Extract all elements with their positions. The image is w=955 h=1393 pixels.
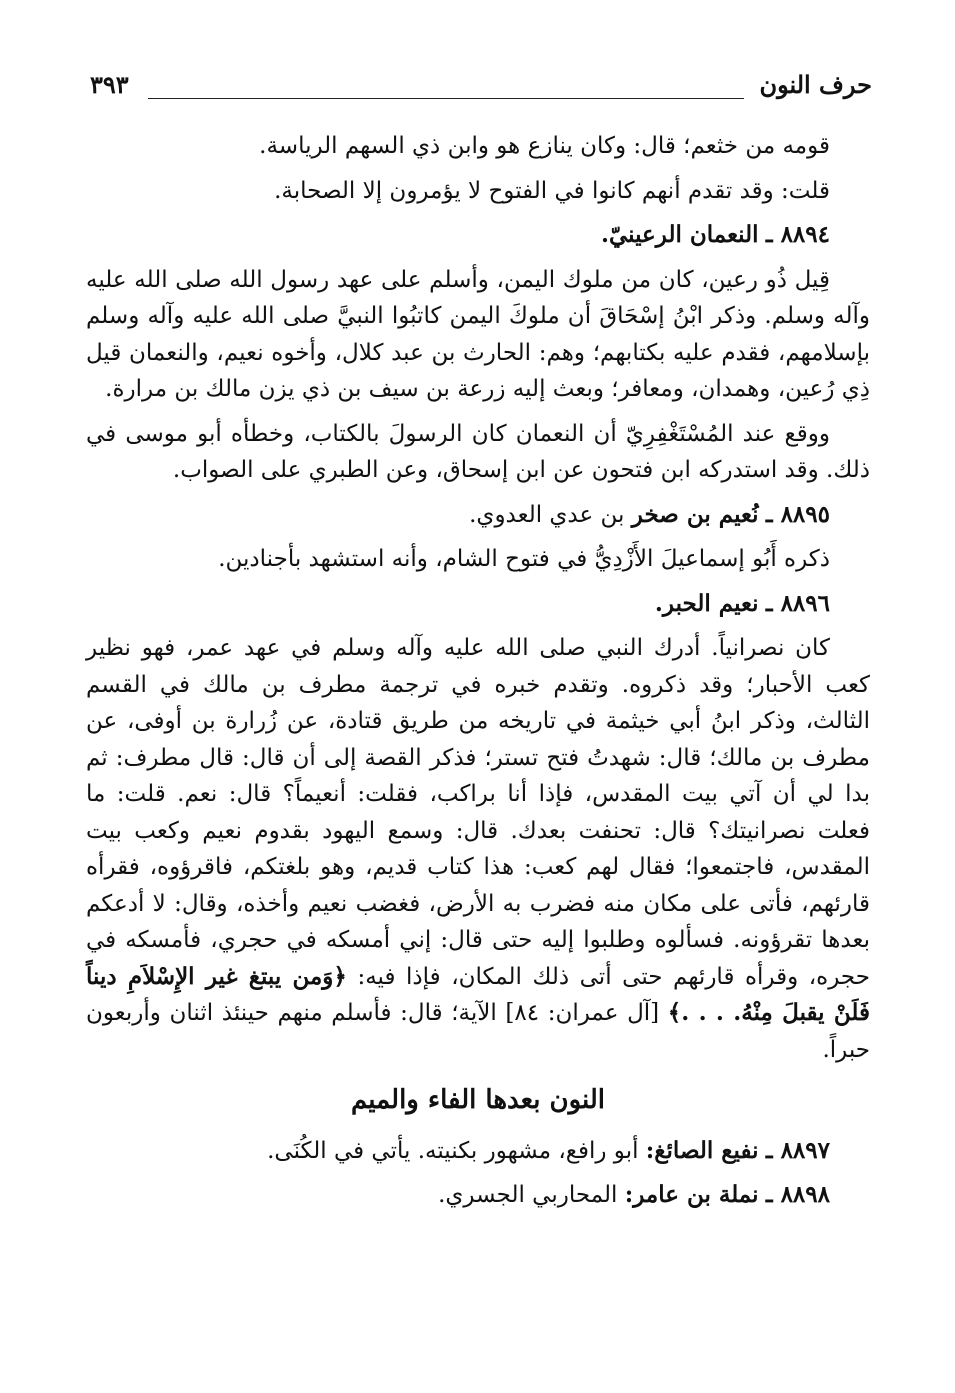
page-header — [86, 70, 872, 110]
paragraph-6 — [86, 630, 870, 1068]
entry-name: نفيع الصائغ: — [645, 1136, 759, 1164]
entry-name: نُعيم بن صخر — [631, 500, 759, 528]
entry-8896 — [86, 586, 870, 623]
entry-name: نملة بن عامر: — [624, 1181, 759, 1208]
paragraph-6-text: كان نصرانياً. أدرك النبي صلى الله عليه وآله وسلم في عهد عمر، فهو نظير كعب الأحبار؛ وقد ذكروه. وتقدم خبره في ترجمة مطرف بن مالك في القسم الثالث، وذكر ابنُ أبي خيثمة في تاريخه من طريق قتادة، عن زُرارة بن أوفى، عن مطرف بن مالك؛ قال: شهدتُ فتح تستر؛ فذكر القصة إلى أن قال: قال مطرف: ثم بدا لي أن آتي بيت المقدس، فإذا أنا براكب، فقلت: أنعيماً؟ قال: نعم. قلت: ما فعلت نصرانيتك؟ قال: تحنفت بعدك. قال: وسمع اليهود بقدوم نعيم وكعب بيت المقدس، فاجتمعوا؛ فقال لهم كعب: هذا كتاب قديم، وهو بلغتكم، فاقرؤوه، فقرأه قارئهم، فأتى على مكان منه فضرب به الأرض، فغضب نعيم وأخذه، وقال: لا أدعكم بعدها تقرؤونه. فسألوه وطلبوا إليه حتى قال: إني أمسكه في حجري، فأمسكه في حجره، وقرأه قارئهم حتى أتى ذلك المكان، فإذا فيه: — [86, 635, 870, 990]
entry-8898 — [86, 1177, 870, 1214]
paragraph-3: قِيل ذُو رعين، كان من ملوك اليمن، وأسلم على عهد رسول الله صلى الله عليه وآله وسلم. وذكر ابْنُ إسْحَاقَ أن ملوكَ اليمن كاتبُوا النبيَّ صلى الله عليه وآله وسلم بإسلامهم، فقدم عليه بكتابهم؛ وهم: الحارث بن عبد كلال، وأخوه نعيم، والنعمان قيل ذِي رُعين، وهمدان، ومعافر؛ وبعث إليه زرعة بن سيف بن ذي يزن مالك بن مرارة. — [86, 266, 870, 402]
page-body — [86, 128, 870, 1222]
entry-8895 — [86, 497, 870, 534]
entry-number: ٨٨٩٥ ـ — [765, 500, 830, 528]
entry-rest: أبو رافع، مشهور بكنيته. يأتي في الكُنَى. — [267, 1137, 639, 1164]
quran-quote: ﴿وَمن يبتغ غير الإِسْلاَمِ ديناً فَلَنْ يقبلَ مِنْهُ. . . .﴾ — [86, 962, 871, 1026]
paragraph-2: قلت: وقد تقدم أنهم كانوا في الفتوح لا يؤمرون إلا الصحابة. — [274, 177, 830, 204]
entry-rest: بن عدي العدوي. — [469, 501, 625, 528]
chapter-title: حرف النون — [759, 70, 872, 99]
entry-name: النعمان الرعينيّ. — [601, 221, 759, 248]
entry-number: ٨٨٩٨ ـ — [765, 1181, 830, 1208]
entry-rest: المحاربي الجسري. — [438, 1182, 618, 1208]
paragraph-4: ووقع عند المُسْتَغْفِرِيّ أن النعمان كان الرسولَ بالكتاب، وخطأه أبو موسى في ذلك. وقد استدركه ابن فتحون عن ابن إسحاق، وعن الطبري على الصواب. — [86, 420, 870, 483]
entry-8894 — [86, 217, 870, 254]
entry-number: ٨٨٩٦ ـ — [765, 589, 830, 617]
page-number: ٣٩٣ — [90, 70, 129, 99]
entry-number: ٨٨٩٧ ـ — [765, 1136, 830, 1164]
paragraph-5: ذكره أَبُو إسماعيلَ الأَزْدِيُّ في فتوح الشام، وأنه استشهد بأجنادين. — [218, 546, 830, 572]
entry-number: ٨٨٩٤ ـ — [765, 221, 830, 248]
paragraph-6-end: [آل عمران: ٨٤] الآية؛ قال: فأسلم منهم حينئذ اثنان وأربعون حبراً. — [86, 1000, 870, 1063]
entry-name: نعيم الحبر. — [654, 589, 759, 617]
entry-8897 — [86, 1133, 870, 1170]
section-title: النون بعدها الفاء والميم — [350, 1085, 606, 1115]
header-rule — [148, 98, 744, 99]
paragraph-1: قومه من خثعم؛ قال: وكان ينازع هو وابن ذي السهم الرياسة. — [259, 133, 830, 159]
